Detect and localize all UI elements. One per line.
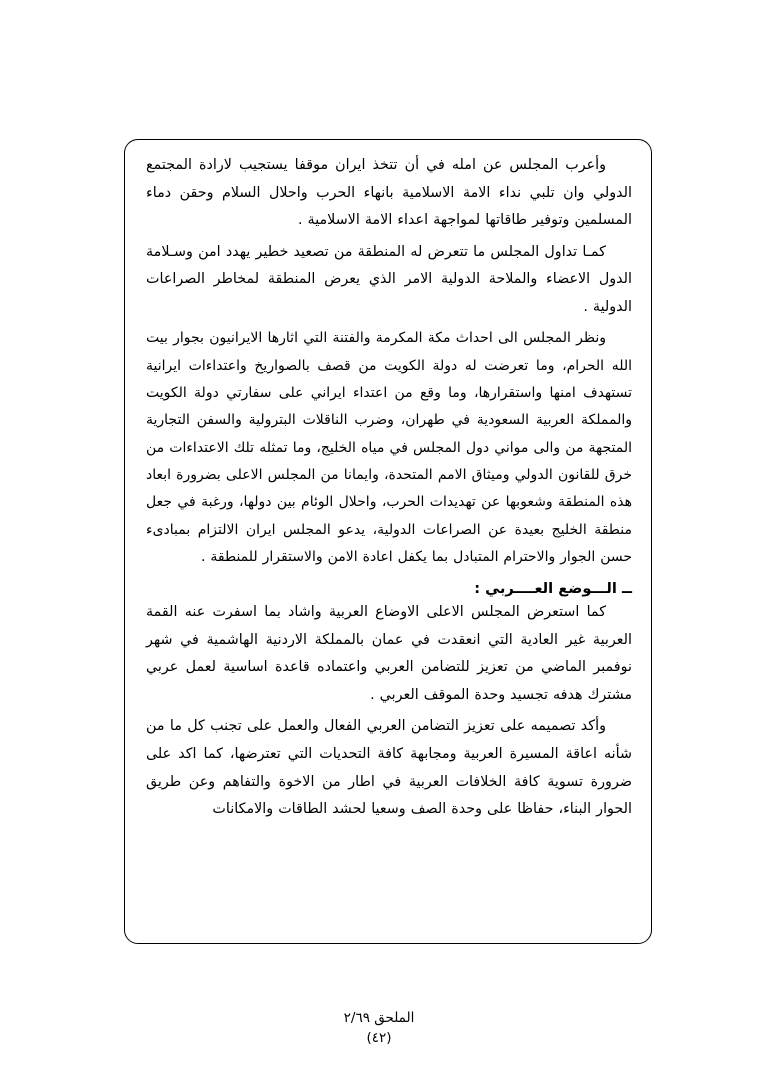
document-text-body xyxy=(146,152,632,932)
section-heading-arab-situation xyxy=(146,580,632,597)
paragraph-3: ونظر المجلس الى احداث مكة المكرمة والفتنة التي اثارها الايرانيون بجوار بيت الله الحرام، وما تعرضت له دولة الكويت من قصف بالصواريخ واعتداءات ايرانية تستهدف امنها واستقرارها، وما وقع من اعتداء ايراني على سفارتي دولة الكويت والمملكة العربية السعودية في طهران، وضرب الناقلات البترولية والسفن التجارية المتجهة من والى مواني دول المجلس في مياه الخليج، وما تمثله تلك الاعتداءات من خرق للقانون الدولي وميثاق الامم المتحدة، وايمانا من المجلس الاعلى بضرورة ابعاد هذه المنطقة وشعوبها عن تهديدات الحرب، واحلال الوئام بين دولها، ورغبة في جعل منطقة الخليج بعيدة عن الصراعات الدولية، يدعو المجلس ايران الالتزام بمبادىء حسن الجوار والاحترام المتبادل بما يكفل اعادة الامن والاستقرار للمنطقة . xyxy=(146,330,632,565)
page-footer xyxy=(0,1008,758,1049)
paragraph-1: وأعرب المجلس عن امله في أن تتخذ ايران موقفا يستجيب لارادة المجتمع الدولي وان تلبي نداء الامة الاسلامية بانهاء الحرب واحلال السلام وحقن دماء المسلمين وتوفير طاقاتها لمواجهة اعداء الامة الاسلامية . xyxy=(146,157,632,229)
heading-title: الـــوضع العــــربي : xyxy=(474,580,617,598)
page-number: (٤٢) xyxy=(366,1030,392,1047)
paragraph-4: كما استعرض المجلس الاعلى الاوضاع العربية واشاد بما اسفرت عنه القمة العربية غير العادية التي انعقدت في عمان بالمملكة الاردنية الهاشمية في شهر نوفمبر الماضي من تعزيز للتضامن العربي واعتماده قاعدة اساسية لعمل عربي مشترك هدفه تجسيد وحدة الموقف العربي . xyxy=(146,604,632,703)
annex-label: الملحق ٢/٦٩ xyxy=(343,1010,415,1026)
paragraph-2: كمـا تداول المجلس ما تتعرض له المنطقة من تصعيد خطير يهدد امن وسـلامة الدول الاعضاء والملاحة الدولية الامر الذي يعرض المنطقة لمخاطر الصراعات الدولية . xyxy=(146,243,632,315)
heading-dash: ــ xyxy=(622,580,632,598)
paragraph-5: وأكد تصميمه على تعزيز التضامن العربي الفعال والعمل على تجنب كل ما من شأنه اعاقة المسيرة العربية ومجابهة كافة التحديات التي تعترضها، كما اكد على ضرورة تسوية كافة الخلافات العربية في اطار من الاخوة والتفاهم وعن طريق الحوار البناء، حفاظا على وحدة الصف وسعيا لحشد الطاقات والامكانات xyxy=(146,718,632,818)
